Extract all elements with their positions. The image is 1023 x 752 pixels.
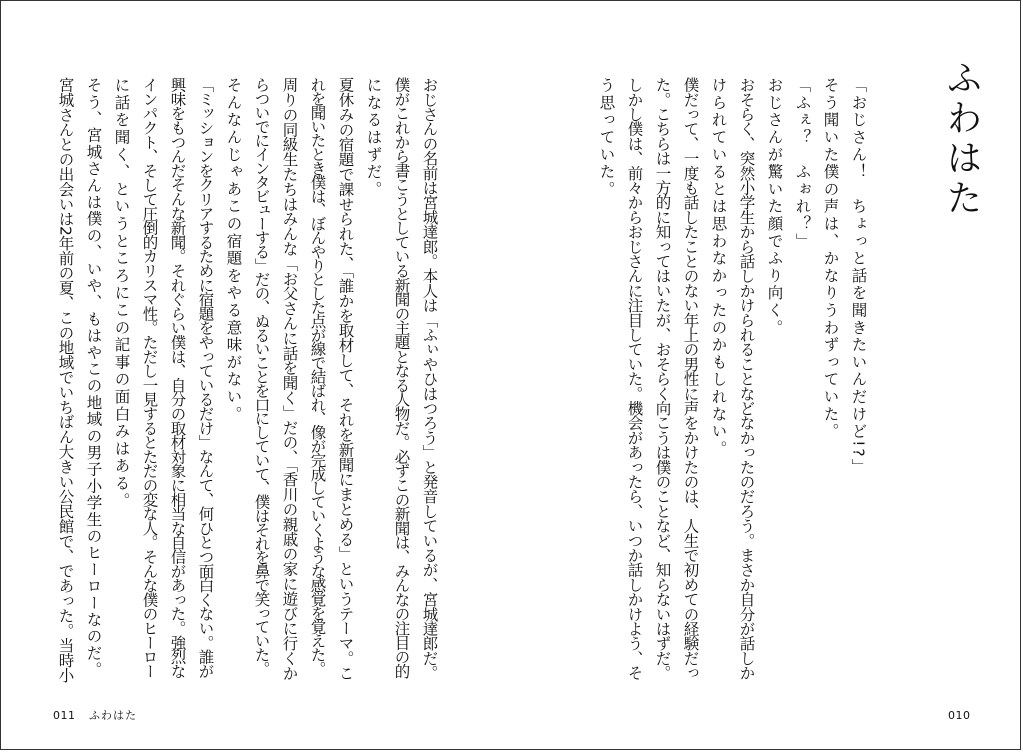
right-line-8: た。こちらは一方的に知ってはいたが、おそらく向こうは僕のことなど、知らないはずだ。 <box>653 77 672 680</box>
right-line-3: 「ふぇ？ ふぉれ？」 <box>793 77 812 250</box>
page-number-left: 011 <box>53 709 76 722</box>
chapter-title: ふわはた <box>941 59 982 219</box>
right-line-10: う思っていた。 <box>597 77 616 199</box>
left-line-11: インパクト、そして圧倒的カリスマ性。ただし一見するとただの変な人。そんな僕のヒーロー <box>140 77 159 678</box>
right-line-4: おじさんが驚いた顔でふり向く。 <box>765 77 784 337</box>
left-line-8: そんなんじゃあこの宿題をやる意味がない。 <box>224 77 243 423</box>
page-number-right: 010 <box>948 709 971 722</box>
left-line-3: になるはずだ。 <box>364 77 383 199</box>
right-line-7: 僕だって、一度も話したことのない年上の男性に声をかけたのは、人生で初めての経験だっ <box>681 77 700 680</box>
running-head: ふわはた <box>89 709 137 722</box>
right-line-5: おそらく、突然小学生から話しかけられることなどなかったのだろう。まさか自分が話しか <box>737 77 756 680</box>
left-line-1: おじさんの名前は宮城達郎。本人は「ふぃやひはつろう」と発音しているが、宮城達郎だ。 <box>420 77 439 680</box>
right-line-2: そう聞いた僕の声は、かなりうわずっていた。 <box>821 77 840 441</box>
right-line-6: けられているとは思わなかったのかもしれない。 <box>709 77 728 458</box>
left-line-12: に話を聞く、というところにこの記事の面白みはある。 <box>112 77 131 510</box>
left-line-7: らついでにインタビューする」だの、ぬるいことを口にしていて、僕はそれを鼻で笑っていた。 <box>252 77 271 675</box>
left-line-6: 周りの同級生たちはみんな「お父さんに話を聞く」だの、「香川の親戚の家に遊びに行くか <box>280 77 299 681</box>
left-line-4: 夏休みの宿題で課せられた、「誰かを取材して、それを新聞にまとめる」というテーマ。こ <box>336 77 355 681</box>
left-line-5: れを聞いたとき僕は、ぼんやりとした点が線で結ばれ、像が完成していくような感覚を覚えた。 <box>308 77 327 675</box>
left-line-14: 宮城さんとの出会いは2年前の夏、この地域でいちばん大きい公民館で、であった。当時小 <box>56 77 75 683</box>
left-line-9: 「ミッションをクリアするために宿題をやっているだけ」なんて、何ひとつ面白くない。誰が <box>196 77 215 678</box>
right-line-1: 「おじさん！ ちょっと話を聞きたいんだけど!?」 <box>849 77 868 476</box>
left-line-13: そう、宮城さんは僕の、いや、もはやこの地域の男子小学生のヒーローなのだ。 <box>84 77 103 679</box>
left-line-10: 興味をもつんだそんな新聞。それぐらい僕は、自分の取材対象に相当な自信があった。強烈な <box>168 77 187 678</box>
right-line-9: しかし僕は、前々からおじさんに注目していた。機会があったら、いつか話しかけよう、そ <box>625 77 644 680</box>
left-line-2: 僕がこれから書こうとしている新聞の主題となる人物だ。必ずこの新聞は、みんなの注目の的 <box>392 77 411 678</box>
